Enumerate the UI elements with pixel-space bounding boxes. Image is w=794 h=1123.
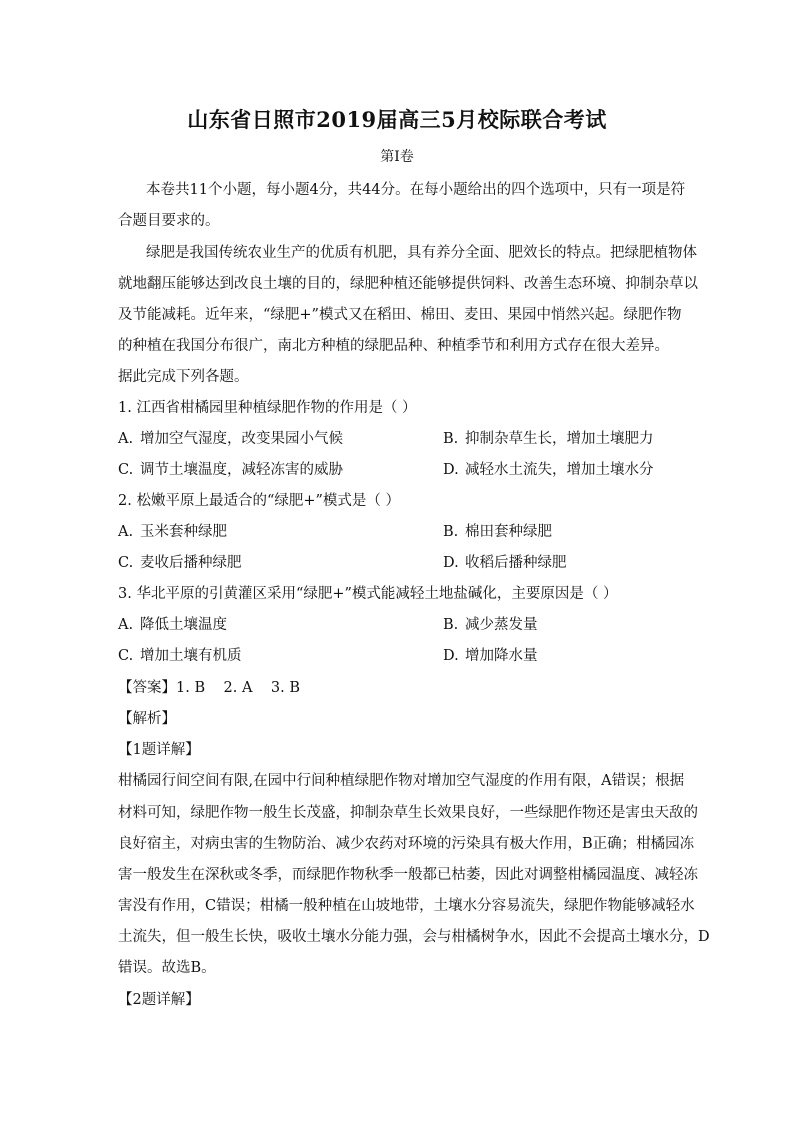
- option-d: D. 收稻后播种绿肥: [443, 555, 567, 571]
- passage-line: 据此完成下列各题。: [118, 369, 249, 385]
- explanation-line: 柑橘园行间空间有限,在园中行间种植绿肥作物对增加空气湿度的作用有限，A错误；根据: [118, 773, 685, 789]
- explanation-line: 害一般发生在深秋或冬季，而绿肥作物秋季一般都已枯萎，因此对调整柑橘园温度、减轻冻: [118, 867, 698, 883]
- option-b: B. 抑制杂草生长，增加土壤肥力: [443, 431, 654, 447]
- explanation-line: 良好宿主，对病虫害的生物防治、减少农药对环境的污染具有极大作用，B正确；柑橘园冻: [118, 836, 695, 852]
- passage-line: 及节能减耗。近年来，“绿肥+”模式又在稻田、棉田、麦田、果园中悄然兴起。绿肥作物: [118, 307, 682, 323]
- option-c: C. 增加土壤有机质: [118, 648, 242, 664]
- option-a: A. 玉米套种绿肥: [118, 524, 227, 540]
- intro-line: 本卷共11个小题，每小题4分，共44分。在每小题给出的四个选项中，只有一项是符: [146, 182, 686, 198]
- question-stem: 2. 松嫩平原上最适合的“绿肥+”模式是（ ）: [118, 493, 401, 509]
- passage-line: 的种植在我国分布很广，南北方种植的绿肥品种、种植季节和利用方式存在很大差异。: [118, 338, 669, 354]
- option-a: A. 增加空气湿度，改变果园小气候: [118, 431, 343, 447]
- option-c: C. 调节土壤温度，减轻冻害的威胁: [118, 462, 343, 478]
- intro-line: 合题目要求的。: [118, 213, 220, 229]
- explanation-line: 害没有作用，C错误；柑橘一般种植在山坡地带，土壤水分容易流失，绿肥作物能够减轻水: [118, 898, 695, 914]
- option-b: B. 减少蒸发量: [443, 617, 538, 633]
- option-d: D. 增加降水量: [443, 648, 538, 664]
- explanation-line: 错误。故选B。: [118, 960, 216, 976]
- option-a: A. 降低土壤温度: [118, 617, 227, 633]
- question-stem: 3. 华北平原的引黄灌区采用“绿肥+”模式能减轻土地盐碱化，主要原因是（ ）: [118, 586, 618, 602]
- page-title: 山东省日照市2019届高三5月校际联合考试: [187, 107, 607, 132]
- question-stem: 1. 江西省柑橘园里种植绿肥作物的作用是（ ）: [118, 400, 417, 416]
- analysis-heading: 【解析】: [118, 711, 176, 727]
- q1-heading: 【1题详解】: [118, 742, 200, 758]
- answer-line: 【答案】1. B 2. A 3. B: [118, 680, 300, 696]
- option-d: D. 减轻水土流失，增加土壤水分: [443, 462, 654, 478]
- explanation-line: 土流失，但一般生长快，吸收土壤水分能力强，会与柑橘树争水，因此不会提高土壤水分，D: [118, 929, 710, 945]
- option-c: C. 麦收后播种绿肥: [118, 555, 242, 571]
- section-title: 第I卷: [380, 149, 414, 165]
- passage-line: 就地翻压能够达到改良土壤的目的，绿肥种植还能够提供饲料、改善生态环境、抑制杂草以: [118, 276, 698, 292]
- explanation-line: 材料可知，绿肥作物一般生长茂盛，抑制杂草生长效果良好，一些绿肥作物还是害虫天敌的: [118, 805, 698, 821]
- option-b: B. 棉田套种绿肥: [443, 524, 552, 540]
- q2-heading: 【2题详解】: [118, 992, 200, 1008]
- passage-line: 绿肥是我国传统农业生产的优质有机肥，具有养分全面、肥效长的特点。把绿肥植物体: [146, 245, 697, 261]
